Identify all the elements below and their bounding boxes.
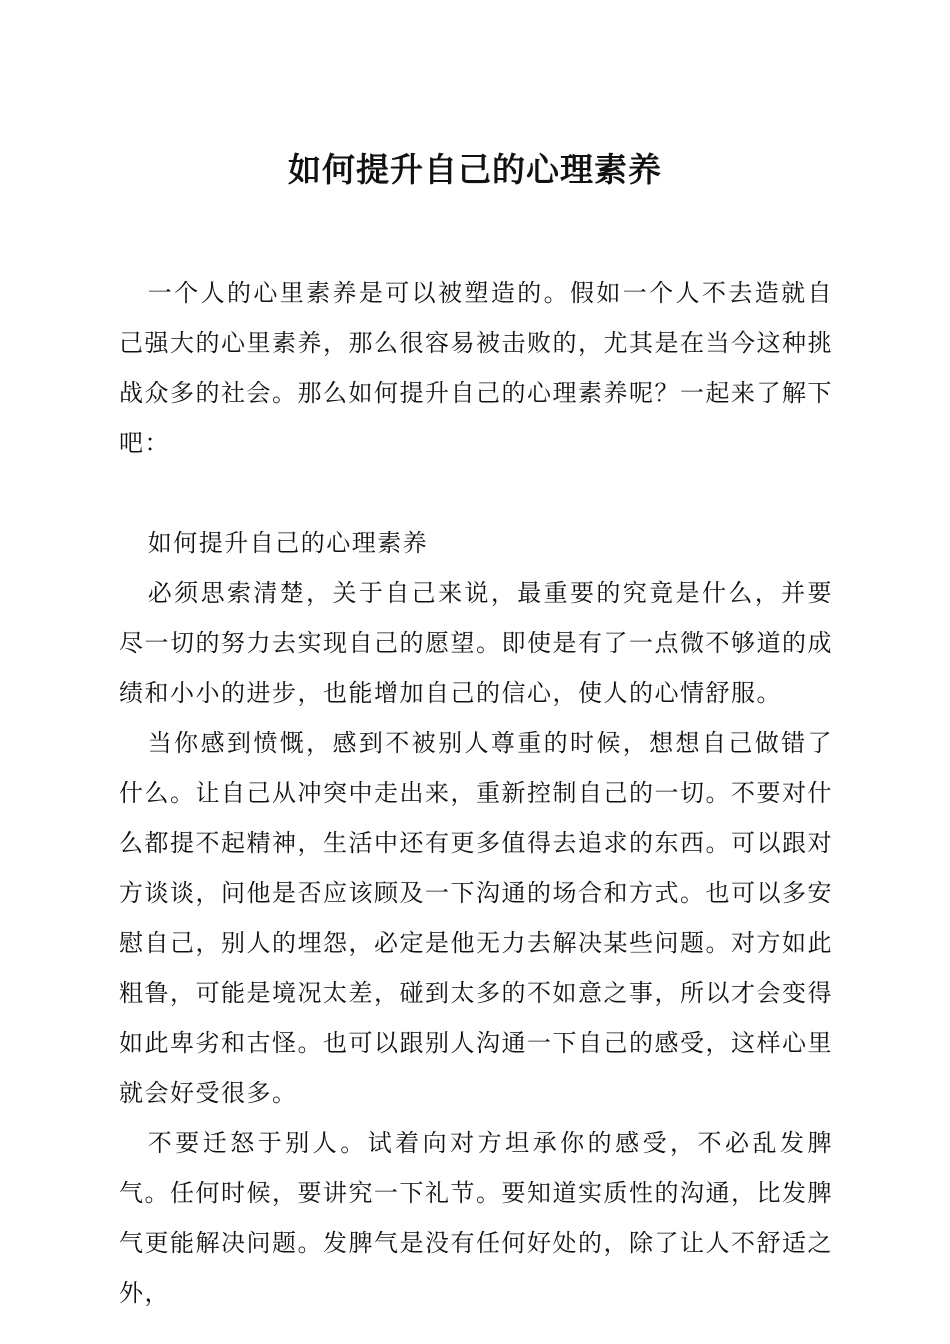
body-paragraph: 当你感到愤慨，感到不被别人尊重的时候，想想自己做错了什么。让自己从冲突中走出来，重新控制自己的一切。不要对什么都提不起精神，生活中还有更多值得去追求的东西。可以跟对方谈谈，问他是否应该顾及一下沟通的场合和方式。也可以多安慰自己，别人的埋怨，必定是他无力去解决某些问题。对方如此粗鲁，可能是境况太差，碰到太多的不如意之事，所以才会变得如此卑劣和古怪。也可以跟别人沟通一下自己的感受，这样心里就会好受很多。	[119, 729, 833, 1107]
body-paragraph: 不要迁怒于别人。试着向对方坦承你的感受，不必乱发脾气。任何时候，要讲究一下礼节。要知道实质性的沟通，比发脾气更能解决问题。发脾气是没有任何好处的，除了让人不舒适之外，	[119, 1129, 833, 1307]
intro-paragraph: 一个人的心里素养是可以被塑造的。假如一个人不去造就自己强大的心里素养，那么很容易被击败的，尤其是在当今这种挑战众多的社会。那么如何提升自己的心理素养呢？一起来了解下吧：	[119, 279, 833, 457]
section-heading: 如何提升自己的心理素养	[147, 529, 429, 557]
body-paragraph: 必须思索清楚，关于自己来说，最重要的究竟是什么，并要尽一切的努力去实现自己的愿望。即使是有了一点微不够道的成绩和小小的进步，也能增加自己的信心，使人的心情舒服。	[119, 579, 833, 707]
document-body	[119, 268, 833, 1318]
page-title: 如何提升自己的心理素养	[288, 150, 662, 189]
paragraph-spacer	[119, 468, 833, 518]
